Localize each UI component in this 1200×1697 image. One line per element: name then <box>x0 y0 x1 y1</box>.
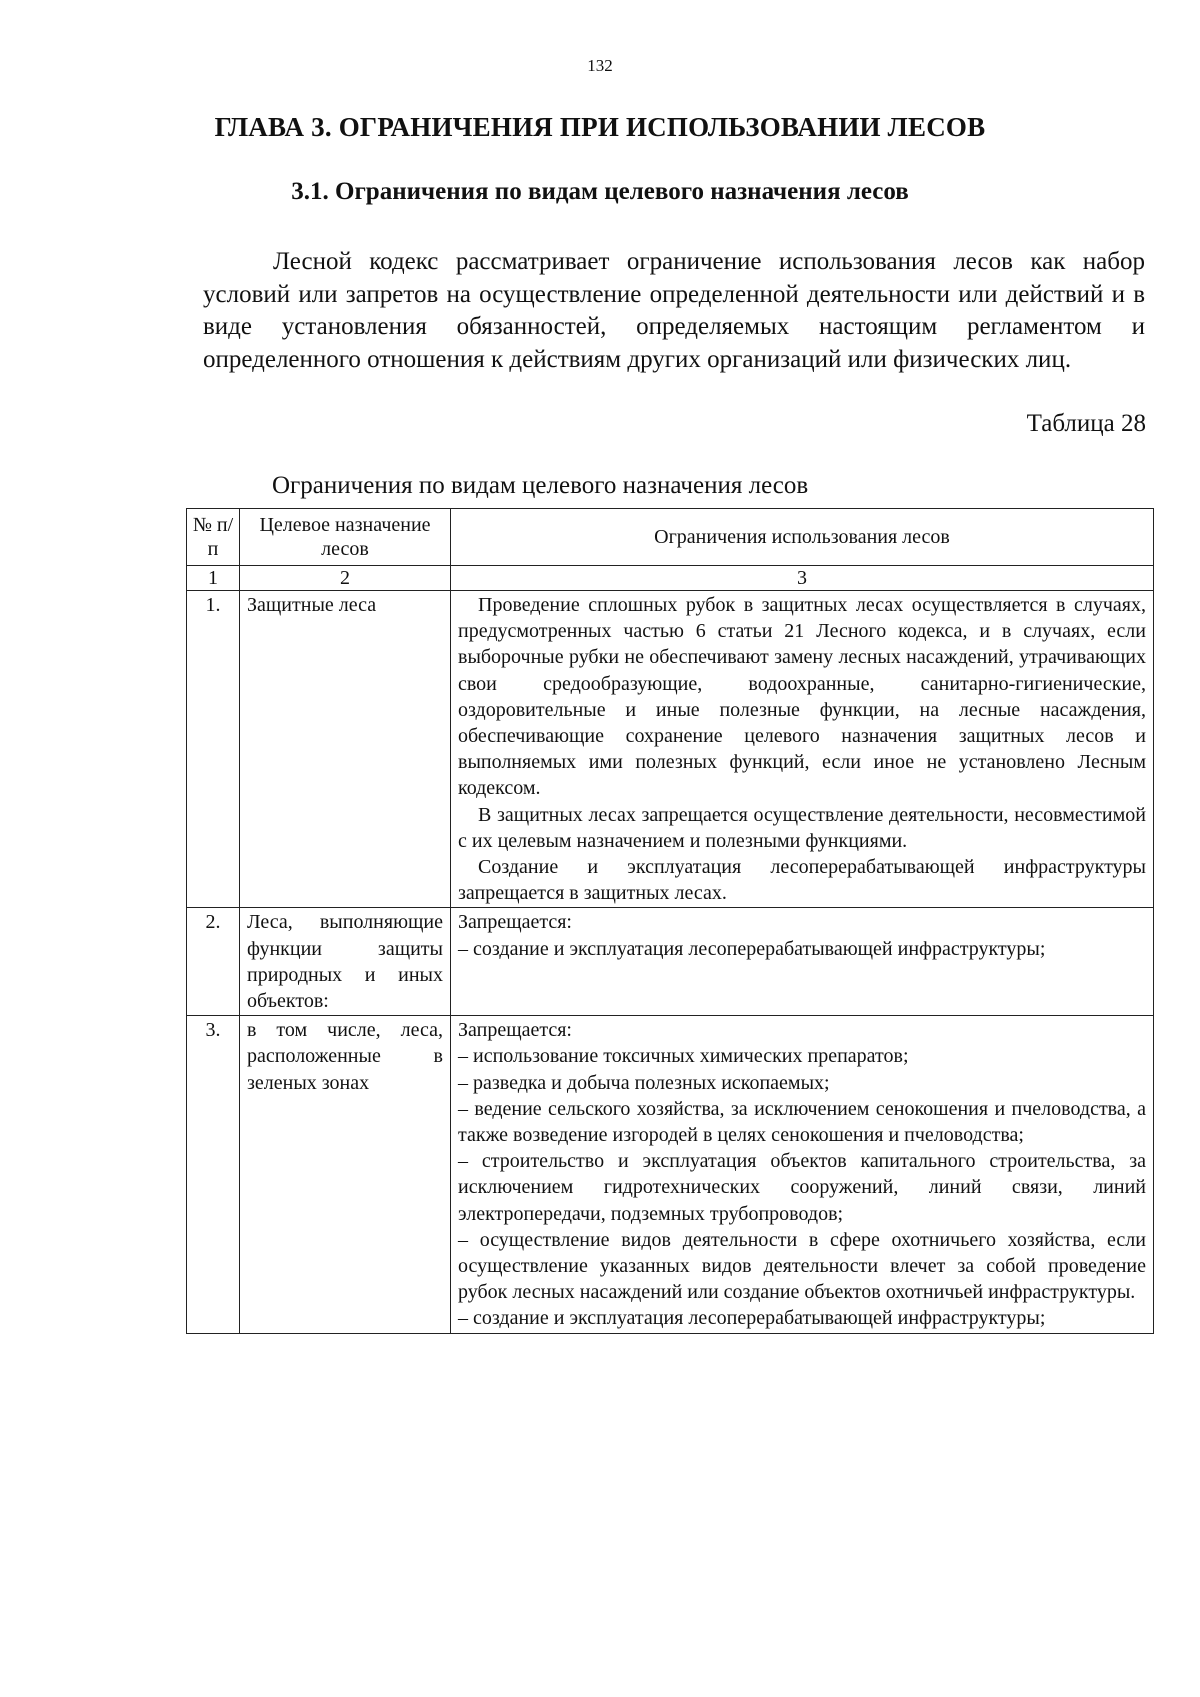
intro-paragraph: Лесной кодекс рассматривает ограничение использования лесов как набор условий или запретов на осуществление определенной деятельности или действий и в виде установления обязанностей, определяемых настоящим регламентом и определенного отношения к действиям других организаций или физических лиц. <box>203 248 1145 373</box>
row-purpose: Защитные леса <box>240 591 451 908</box>
restrictions-table <box>186 508 1154 1334</box>
row-restrictions <box>451 591 1154 908</box>
restriction-item: – строительство и эксплуатация объектов капитального строительства, за исключением гидротехнических сооружений, линий связи, линий электропередачи, подземных трубопроводов; <box>458 1150 1146 1225</box>
table-row <box>187 1016 1154 1333</box>
column-number-row <box>187 566 1154 591</box>
table-label: Таблица 28 <box>1026 410 1146 437</box>
restriction-item: – осуществление видов деятельности в сфере охотничьего хозяйства, если осуществление указанных видов деятельности влечет за собой проведение рубок лесных насаждений или создание объектов охотничьей инфраструктуры. <box>458 1228 1146 1304</box>
row-number: 1. <box>187 591 240 908</box>
row-purpose: в том числе, леса, расположенные в зеленых зонах <box>240 1016 451 1333</box>
chapter-title: ГЛАВА 3. ОГРАНИЧЕНИЯ ПРИ ИСПОЛЬЗОВАНИИ ЛЕСОВ <box>214 112 986 142</box>
restriction-paragraph: В защитных лесах запрещается осуществление деятельности, несовместимой с их целевым назначением и полезными функциями. <box>458 803 1146 852</box>
restriction-item: – создание и эксплуатация лесоперерабатывающей инфраструктуры; <box>458 937 1046 960</box>
column-number: 3 <box>451 566 1154 591</box>
restriction-intro: Запрещается: <box>458 911 572 934</box>
restriction-item: – разведка и добыча полезных ископаемых; <box>458 1071 830 1094</box>
header-number: № п/п <box>187 509 240 566</box>
row-restrictions <box>451 908 1154 1016</box>
restriction-item: – использование токсичных химических препаратов; <box>458 1045 909 1068</box>
section-title: 3.1. Ограничения по видам целевого назначения лесов <box>291 178 909 205</box>
row-number: 2. <box>187 908 240 1016</box>
restriction-paragraph: Проведение сплошных рубок в защитных лесах осуществляется в случаях, предусмотренных частью 6 статьи 21 Лесного кодекса, и в случаях, если выборочные рубки не обеспечивают замену лесных насаждений, утрачивающих свои средообразующие, водоохранные, санитарно-гигиенические, оздоровительные и иные полезные функции, на лесные насаждения, обеспечивающие сохранение целевого назначения защитных лесов и выполняемых ими полезных функций, если иное не установлено Лесным кодексом. <box>458 594 1146 800</box>
header-restrictions: Ограничения использования лесов <box>451 509 1154 566</box>
restriction-paragraph: Создание и эксплуатация лесоперерабатывающей инфраструктуры запрещается в защитных лесах. <box>458 856 1146 905</box>
column-number: 1 <box>187 566 240 591</box>
table-caption: Ограничения по видам целевого назначения лесов <box>272 472 809 499</box>
row-purpose: Леса, выполняющие функции защиты природных и иных объектов: <box>240 908 451 1016</box>
restriction-item: – создание и эксплуатация лесоперерабатывающей инфраструктуры; <box>458 1307 1046 1330</box>
restriction-item: – ведение сельского хозяйства, за исключением сенокошения и пчеловодства, а также возведение изгородей в целях сенокошения и пчеловодства; <box>458 1097 1146 1147</box>
header-purpose: Целевое назначение лесов <box>240 509 451 566</box>
column-number: 2 <box>240 566 451 591</box>
row-number: 3. <box>187 1016 240 1333</box>
table-header-row <box>187 509 1154 566</box>
table-row <box>187 591 1154 908</box>
table-row <box>187 908 1154 1016</box>
restriction-intro: Запрещается: <box>458 1019 572 1042</box>
row-restrictions <box>451 1016 1154 1333</box>
page-number: 132 <box>587 56 613 75</box>
